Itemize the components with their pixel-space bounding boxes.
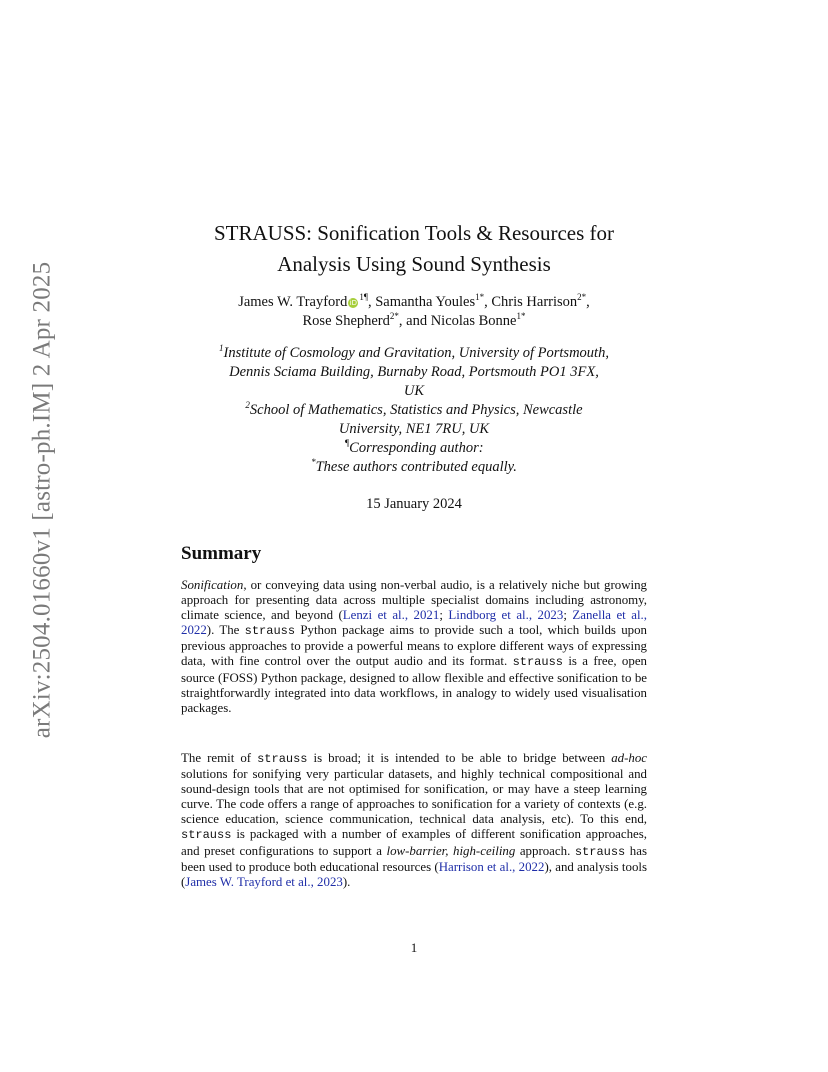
body-text: is packaged with a number of examples of different sonification approaches, and preset configurations to support a — [181, 827, 647, 858]
author-affil-mark: 1¶ — [359, 292, 368, 302]
citation-link[interactable]: Zanella et al., 2022 — [181, 608, 647, 638]
body-text: ; — [439, 608, 449, 623]
body-text: ). The — [206, 623, 245, 638]
body-text: solutions for sonifying very particular datasets, and highly technical compositional and sound-design tools that are not optimised for sonification, or may have a steep learning curve. The code offers a range of approaches to sonification for a variety of contexts (e.g. science education, science communication, technical data analysis, etc). To this end, — [181, 767, 647, 827]
body-text: Python package aims to provide such a tool, which builds upon previous approaches to provide a powerful means to explore different ways of expressing data, with fine control over the output audio and its format. — [181, 623, 647, 669]
code-text: strauss — [574, 844, 626, 859]
body-text: has been used to produce both educational resources ( — [181, 843, 647, 874]
author-separator: , — [586, 294, 590, 310]
note-text: Corresponding author: — [349, 440, 484, 456]
author-name: James W. Trayford — [238, 294, 348, 310]
summary-paragraph-2 — [181, 751, 647, 890]
affiliation-text: School of Mathematics, Statistics and Physics, Newcastle — [249, 402, 583, 418]
body-text: ; — [563, 608, 573, 623]
note-mark: * — [311, 457, 316, 467]
author-affil-mark: 2* — [577, 292, 587, 302]
body-text: approach. — [515, 843, 575, 858]
author-affil-mark: 1* — [475, 292, 485, 302]
paper-title — [181, 218, 647, 280]
citation-link[interactable]: Lindborg et al., 2023 — [448, 608, 564, 623]
affiliation-mark: 2 — [245, 400, 250, 410]
affiliation-text: Institute of Cosmology and Gravitation, University of Portsmouth, — [223, 345, 609, 361]
citation-link[interactable]: Lenzi et al., 2021 — [342, 608, 440, 623]
affiliation-list — [181, 344, 647, 477]
affiliation-2 — [181, 401, 647, 420]
summary-paragraph-1 — [181, 578, 647, 716]
emphasis-text: ad-hoc — [611, 751, 647, 765]
author-name: , Samantha Youles — [367, 294, 476, 310]
author-line-1 — [181, 293, 647, 312]
arxiv-stamp — [20, 240, 64, 760]
code-text: strauss — [512, 655, 563, 670]
author-name: Rose Shepherd — [302, 313, 390, 329]
emphasis-text: Sonification — [181, 578, 244, 592]
code-text: strauss — [244, 624, 296, 639]
body-text: ), and analysis tools ( — [181, 859, 647, 889]
equal-contribution-note — [181, 458, 647, 477]
affiliation-1-cont: UK — [403, 383, 425, 399]
author-affil-mark: 1* — [516, 311, 526, 321]
body-text: is a free, open source (FOSS) Python package, designed to allow flexible and effective sonification to be straightforwardly integrated into data workflows, in analogy to widely used visualisation packages. — [181, 654, 647, 715]
body-text: , or conveying data using non-verbal audio, is a relatively niche but growing approach for presenting data across multiple specialist domains including astronomy, climate science, and beyond ( — [181, 578, 647, 623]
affiliation-1-cont: Dennis Sciama Building, Burnaby Road, Portsmouth PO1 3FX, — [229, 364, 599, 380]
page-number: 1 — [410, 940, 418, 955]
citation-link[interactable]: James W. Trayford et al., 2023 — [185, 874, 343, 889]
corresponding-note — [181, 439, 647, 458]
emphasis-text: low-barrier, high-ceiling — [386, 843, 516, 858]
body-text: ). — [342, 874, 351, 889]
title-line-2: Analysis Using Sound Synthesis — [277, 252, 551, 276]
author-list — [181, 293, 647, 331]
affiliation-2-cont: University, NE1 7RU, UK — [338, 421, 490, 437]
affiliation-mark: 1 — [219, 343, 224, 353]
affiliation-1 — [181, 344, 647, 363]
author-affil-mark: 2* — [389, 311, 399, 321]
note-mark: ¶ — [344, 438, 350, 448]
note-text: These authors contributed equally. — [315, 459, 517, 475]
body-text: The remit of — [181, 751, 258, 765]
citation-link[interactable]: Harrison et al., 2022 — [438, 859, 545, 874]
arxiv-identifier: arXiv:2504.01660v1 [astro-ph.IM] 2 Apr 2025 — [28, 261, 55, 739]
author-name: , and Nicolas Bonne — [398, 313, 517, 329]
author-name: , Chris Harrison — [484, 294, 578, 310]
paper-date: 15 January 2024 — [366, 496, 462, 512]
body-text: is broad; it is intended to be able to bridge between — [307, 751, 612, 765]
title-line-1: STRAUSS: Sonification Tools & Resources for — [213, 221, 615, 245]
author-line-2 — [181, 312, 647, 331]
code-text: strauss — [181, 828, 232, 843]
section-heading-summary: Summary — [181, 543, 262, 564]
orcid-icon[interactable]: iD — [349, 299, 358, 307]
code-text: strauss — [257, 752, 308, 766]
